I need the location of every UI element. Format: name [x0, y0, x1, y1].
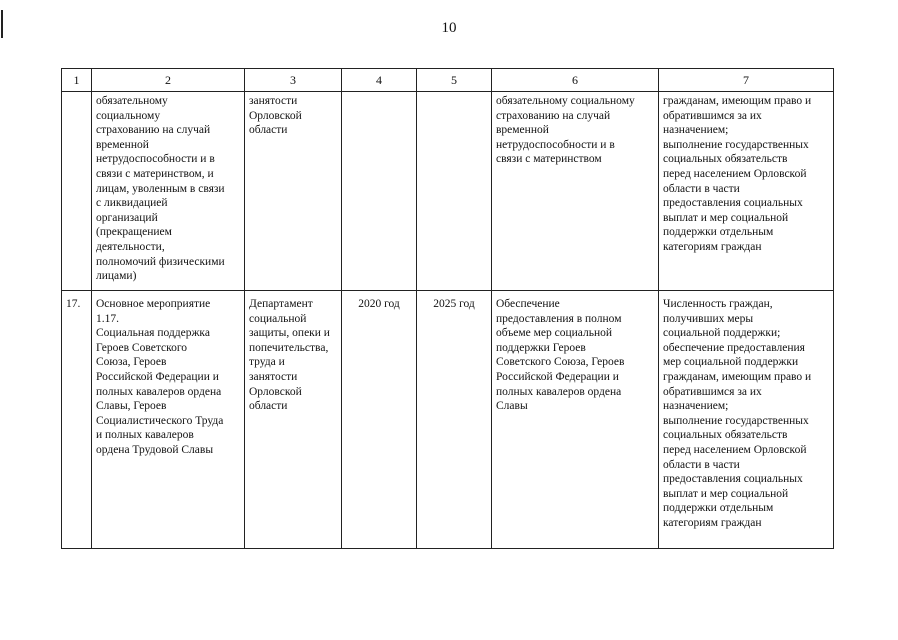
- end-year-cell: [417, 92, 492, 291]
- column-header: 4: [342, 69, 417, 92]
- column-header: 1: [62, 69, 92, 92]
- end-year-cell: 2025 год: [417, 291, 492, 549]
- table-header-row: [62, 69, 834, 92]
- page-number: 10: [441, 20, 457, 36]
- start-year-cell: [342, 92, 417, 291]
- column-header: 6: [492, 69, 659, 92]
- executor-cell: Департамент социальной защиты, опеки и попечительства, труда и занятости Орловской области: [245, 291, 342, 549]
- start-year-cell: 2020 год: [342, 291, 417, 549]
- column-header: 3: [245, 69, 342, 92]
- indicator-cell: Численность граждан, получивших меры социальной поддержки; обеспечение предоставления мер социальной поддержки гражданам, имеющим право и обратившимся за их назначением; выполнение государственных социальных обязательств перед населением Орловской области в части предоставления социальных выплат и мер социальной поддержки отдельным категориям граждан: [659, 291, 834, 549]
- row-number-cell: 17.: [62, 291, 92, 549]
- table-row: [62, 291, 834, 549]
- table-row: [62, 92, 834, 291]
- executor-cell: занятости Орловской области: [245, 92, 342, 291]
- column-header: 2: [92, 69, 245, 92]
- row-number-cell: [62, 92, 92, 291]
- column-header: 7: [659, 69, 834, 92]
- expected-result-cell: Обеспечение предоставления в полном объеме мер социальной поддержки Героев Советского Союза, Героев Российской Федерации и полных кавалеров ордена Славы: [492, 291, 659, 549]
- column-header: 5: [417, 69, 492, 92]
- indicator-cell: гражданам, имеющим право и обратившимся за их назначением; выполнение государственных социальных обязательств перед населением Орловской области в части предоставления социальных выплат и мер социальной поддержки отдельным категориям граждан: [659, 92, 834, 291]
- measure-name-cell: обязательному социальному страхованию на случай временной нетрудоспособности и в связи с материнством, и лицам, уволенным в связи с ликвидацией организаций (прекращением деятельности, полномочий физическими лицами): [92, 92, 245, 291]
- expected-result-cell: обязательному социальному страхованию на случай временной нетрудоспособности и в связи с материнством: [492, 92, 659, 291]
- measures-table: [61, 68, 834, 549]
- measure-name-cell: Основное мероприятие 1.17. Социальная поддержка Героев Советского Союза, Героев Российской Федерации и полных кавалеров ордена Славы, Героев Социалистического Труда и полных кавалеров ордена Трудовой Славы: [92, 291, 245, 549]
